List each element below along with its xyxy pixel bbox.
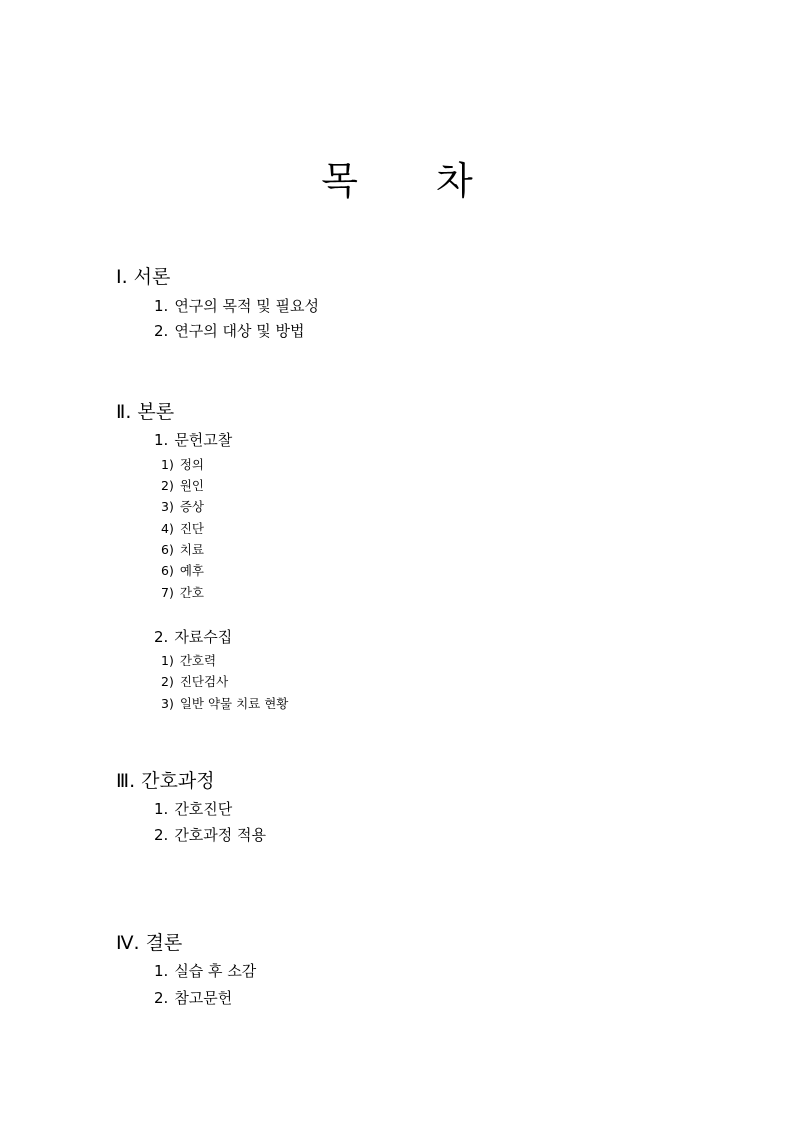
item-number: 2.: [154, 989, 169, 1007]
subitem-number: 3): [161, 696, 174, 711]
section-numeral: Ⅳ.: [116, 932, 140, 954]
item-label: 실습 후 소감: [174, 962, 257, 980]
toc-item: [154, 626, 232, 647]
section-numeral: Ⅲ.: [116, 770, 136, 792]
page-title: [0, 150, 794, 205]
item-number: 1.: [154, 800, 169, 818]
subitem-number: 1): [161, 653, 174, 668]
item-number: 2.: [154, 628, 169, 646]
toc-subitem: [161, 583, 204, 601]
toc-subitem: [161, 455, 204, 473]
toc-subitem: [161, 672, 228, 690]
item-label: 간호진단: [174, 800, 233, 818]
toc-item: [154, 987, 232, 1008]
item-label: 문헌고찰: [174, 431, 233, 449]
subitem-number: 6): [161, 563, 174, 578]
item-number: 2.: [154, 322, 169, 340]
subitem-label: 일반 약물 치료 현황: [179, 696, 289, 711]
toc-item: [154, 798, 232, 819]
toc-subitem: [161, 497, 204, 515]
toc-item: [154, 960, 256, 981]
section-1-heading: [116, 262, 170, 289]
section-numeral: Ⅰ.: [116, 266, 128, 288]
subitem-number: 4): [161, 521, 174, 536]
item-label: 자료수집: [174, 628, 233, 646]
item-number: 2.: [154, 826, 169, 844]
toc-item: [154, 824, 266, 845]
section-4-heading: [116, 928, 182, 955]
section-label: 결론: [145, 932, 183, 954]
toc-subitem: [161, 540, 204, 558]
toc-subitem: [161, 561, 204, 579]
title-right-char: 차: [436, 159, 473, 203]
subitem-number: 2): [161, 478, 174, 493]
item-label: 참고문헌: [174, 989, 233, 1007]
subitem-label: 정의: [179, 457, 204, 472]
item-label: 간호과정 적용: [174, 826, 267, 844]
section-label: 본론: [137, 401, 175, 423]
item-number: 1.: [154, 962, 169, 980]
toc-item: [154, 429, 232, 450]
subitem-number: 7): [161, 585, 174, 600]
subitem-label: 진단: [179, 521, 204, 536]
subitem-label: 진단검사: [179, 674, 229, 689]
subitem-label: 간호: [179, 585, 204, 600]
item-label: 연구의 목적 및 필요성: [174, 297, 320, 315]
toc-item: [154, 320, 305, 341]
section-2-heading: [116, 397, 174, 424]
subitem-label: 간호력: [179, 653, 217, 668]
subitem-number: 2): [161, 674, 174, 689]
subitem-number: 1): [161, 457, 174, 472]
item-number: 1.: [154, 297, 169, 315]
item-number: 1.: [154, 431, 169, 449]
subitem-number: 6): [161, 542, 174, 557]
subitem-number: 3): [161, 499, 174, 514]
subitem-label: 치료: [179, 542, 204, 557]
toc-item: [154, 295, 319, 316]
toc-subitem: [161, 694, 288, 712]
subitem-label: 증상: [179, 499, 204, 514]
title-left-char: 목: [321, 159, 358, 203]
section-numeral: Ⅱ.: [116, 401, 132, 423]
subitem-label: 원인: [179, 478, 204, 493]
toc-subitem: [161, 476, 204, 494]
section-label: 간호과정: [141, 770, 215, 792]
toc-subitem: [161, 519, 204, 537]
item-label: 연구의 대상 및 방법: [174, 322, 305, 340]
section-3-heading: [116, 766, 215, 793]
toc-subitem: [161, 651, 216, 669]
subitem-label: 예후: [179, 563, 204, 578]
section-label: 서론: [133, 266, 171, 288]
